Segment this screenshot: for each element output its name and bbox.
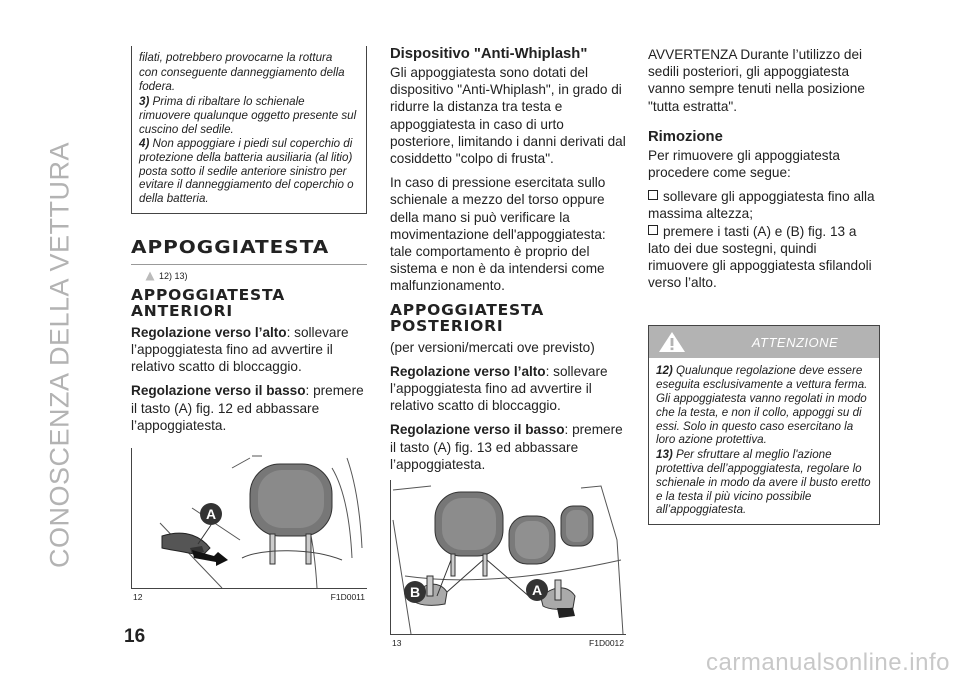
- figure-caption: 13 F1D0012: [392, 638, 624, 649]
- paragraph-up: Regolazione verso l’alto: sollevare l’appoggiatesta fino ad avvertire il relativo scatto di bloccaggio.: [390, 363, 608, 414]
- paragraph-down: Regolazione verso il basso: premere il tasto (A) fig. 12 ed abbassare l’appoggiatesta.: [131, 383, 364, 433]
- list-item: premere i tasti (A) e (B) fig. 13 a lato dei due sostegni, quindi rimuovere gli appoggiatesta sfilandoli verso l’alto.: [648, 223, 872, 291]
- divider: [131, 264, 367, 265]
- sub-heading-front: APPOGGIATESTA ANTERIORI: [131, 285, 285, 321]
- note-box: [131, 46, 367, 214]
- watermark: carmanualsonline.info: [706, 649, 950, 676]
- note-line: con conseguente danneggiamento della: [139, 65, 345, 79]
- note-12: 12) Qualunque regolazione deve essere eseguita esclusivamente a vettura ferma. Gli appoggiatesta vanno regolati in modo che la testa, e non il collo, appoggi su di essi. Solo in questo caso esercitano la loro azione protettiva.: [656, 364, 868, 447]
- page-number: 16: [124, 626, 146, 647]
- label-b: B: [409, 584, 421, 601]
- figure-caption: 12 F1D0011: [133, 591, 365, 602]
- paragraph-down: Regolazione verso il basso: premere il tasto (A) fig. 13 ed abbassare l’appoggiatesta.: [390, 422, 623, 472]
- warning-triangle-icon: [145, 271, 155, 281]
- figure-13: [390, 480, 626, 635]
- paragraph: (per versioni/mercati ove previsto): [390, 339, 595, 355]
- list-item: sollevare gli appoggiatesta fino alla massima altezza;: [648, 189, 875, 222]
- headrest-illustration-front: [132, 448, 368, 588]
- label-a: A: [205, 505, 217, 522]
- paragraph: Gli appoggiatesta sono dotati del dispositivo "Anti-Whiplash", in grado di ridurre la distanza tra testa e appoggiatesta in caso di urto posteriore, limitando i danni derivati dal cosiddetto "colpo di frusta".: [390, 65, 626, 167]
- note-13: 13) Per sfruttare al meglio l'azione protettiva dell’appoggiatesta, regolare lo schienale in modo da avere il busto eretto e la testa il più vicino possibile all’appoggiatesta.: [656, 448, 871, 517]
- label-a: A: [531, 582, 543, 599]
- attention-box: [648, 325, 880, 525]
- heading-anti-whiplash: Dispositivo "Anti-Whiplash": [390, 46, 588, 62]
- paragraph: In caso di pressione esercitata sullo schienale a mezzo del torso oppure della mano si può verificare la movimentazione dell'appoggiatesta: tale comportamento è proprio del sistema e non è da intendersi come malfunzionamento.: [390, 175, 606, 294]
- column-2: [390, 46, 626, 648]
- column-1: [131, 46, 367, 602]
- note-line: fodera.: [139, 80, 176, 94]
- note-4: 4) Non appoggiare i piedi sul coperchio di protezione della batteria ausiliaria (al litio) posta sotto il sedile anteriore sinistro per evitare il danneggiamento del coperchio o della batteria.: [139, 137, 354, 206]
- headrest-illustration-rear: [391, 480, 627, 634]
- attention-body: [649, 358, 879, 524]
- paragraph: Per rimuovere gli appoggiatesta procedere come segue:: [648, 147, 840, 181]
- note-line: filati, potrebbero provocarne la rottura: [139, 51, 333, 64]
- paragraph-warning: AVVERTENZA Durante l’utilizzo dei sedili posteriori, gli appoggiatesta vanno sempre tenuti nella posizione "tutta estratta".: [648, 47, 865, 114]
- column-3: [648, 46, 880, 525]
- figure-12: [131, 448, 367, 589]
- heading-removal: Rimozione: [648, 128, 723, 145]
- attention-header: ATTENZIONE: [649, 326, 879, 358]
- section-side-title: CONOSCENZA DELLA VETTURA: [44, 141, 75, 569]
- warning-triangle-icon: [657, 330, 687, 354]
- note-3: 3) Prima di ribaltare lo schienale rimuovere qualunque oggetto presente sul cuscino del sedile.: [139, 95, 357, 136]
- warning-refs: 12) 13): [145, 271, 367, 281]
- checkbox-bullet-icon: [648, 190, 658, 200]
- paragraph-up: Regolazione verso l’alto: sollevare l’appoggiatesta fino ad avvertire il relativo scatto di bloccaggio.: [131, 324, 349, 375]
- sub-heading-rear: APPOGGIATESTA POSTERIORI: [390, 300, 544, 336]
- checkbox-bullet-icon: [648, 225, 658, 235]
- section-heading: APPOGGIATESTA: [131, 235, 330, 258]
